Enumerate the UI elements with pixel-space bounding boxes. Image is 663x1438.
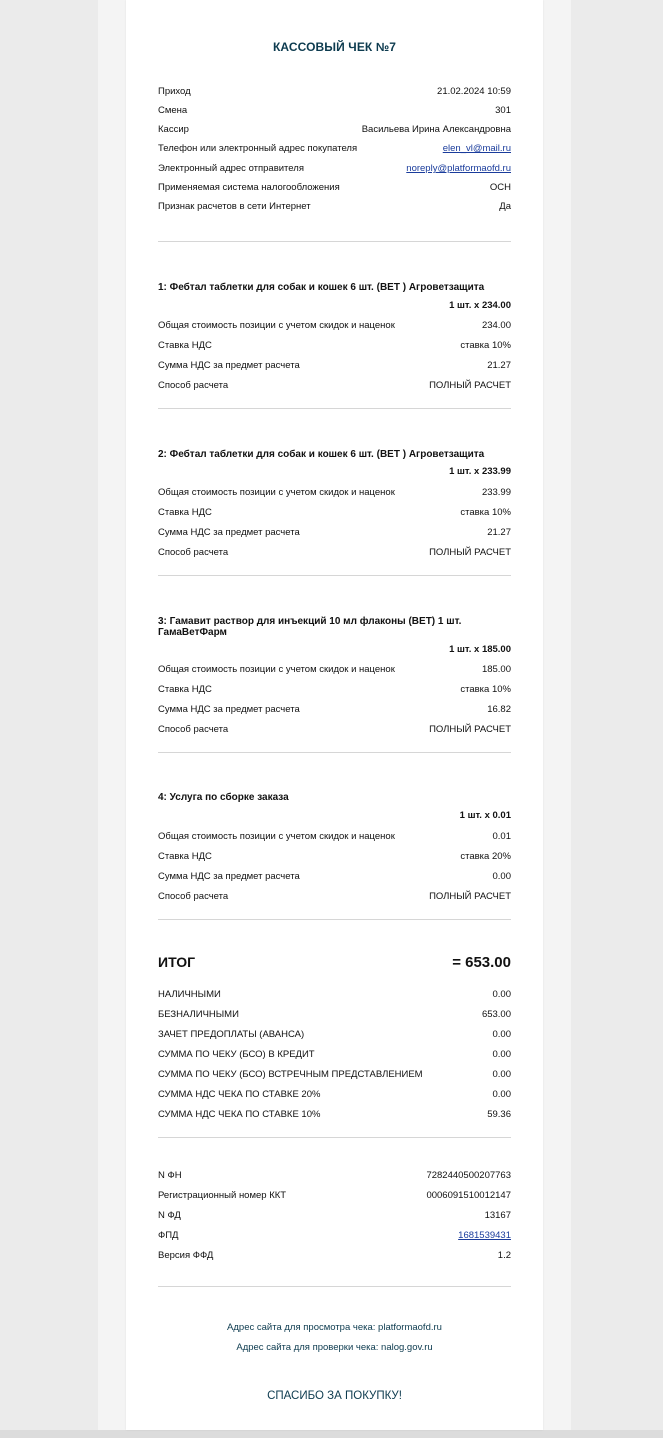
separator [158, 919, 511, 920]
row-label: Общая стоимость позиции с учетом скидок и наценок [158, 831, 395, 842]
separator [158, 408, 511, 409]
item-4-qty: 1 шт. х 0.01 [459, 810, 511, 821]
row-value: ставка 10% [460, 507, 511, 518]
separator [158, 752, 511, 753]
item-3-qty: 1 шт. х 185.00 [449, 644, 511, 655]
row-value: 16.82 [487, 704, 511, 715]
item-1-payment-method [158, 379, 511, 393]
payment-row-cash [158, 988, 511, 1002]
item-3-payment-method [158, 723, 511, 737]
row-value: 0006091510012147 [426, 1190, 511, 1201]
item-1-vat-sum [158, 359, 511, 373]
separator [158, 1286, 511, 1287]
item-1-name: 1: Фебтал таблетки для собак и кошек 6 шт. (ВЕТ ) Агроветзащита [158, 282, 485, 293]
row-value: ставка 10% [460, 340, 511, 351]
row-value: 185.00 [481, 664, 511, 675]
item-4-name: 4: Услуга по сборке заказа [158, 792, 289, 803]
row-label: Общая стоимость позиции с учетом скидок и наценок [158, 487, 395, 498]
row-label: Ставка НДС [158, 340, 212, 351]
bottom-bar [0, 1430, 663, 1438]
row-value: 301 [495, 105, 511, 116]
header-row-buyer-contact [158, 142, 511, 156]
row-value: 0.00 [492, 989, 511, 1000]
item-4-vat-sum [158, 870, 511, 884]
row-value: ОСН [489, 182, 511, 193]
row-value: 13167 [484, 1210, 511, 1221]
row-label: Ставка НДС [158, 507, 212, 518]
row-label: Признак расчетов в сети Интернет [158, 201, 311, 212]
thanks-text: СПАСИБО ЗА ПОКУПКУ! [267, 1390, 402, 1402]
item-2-name: 2: Фебтал таблетки для собак и кошек 6 шт. (ВЕТ ) Агроветзащита [158, 449, 485, 460]
receipt-paper [126, 0, 543, 1430]
row-label: N ФД [158, 1210, 181, 1221]
row-label: Регистрационный номер ККТ [158, 1190, 287, 1201]
separator [158, 241, 511, 242]
row-label: Сумма НДС за предмет расчета [158, 360, 300, 371]
row-value: 59.36 [487, 1109, 511, 1120]
item-2-vat-rate [158, 506, 511, 520]
item-4-total-cost [158, 830, 511, 844]
item-2-payment-method [158, 546, 511, 560]
item-3-vat-rate [158, 683, 511, 697]
row-label: Приход [158, 86, 191, 97]
row-value: ПОЛНЫЙ РАСЧЕТ [429, 724, 511, 735]
row-value: 21.27 [487, 527, 511, 538]
row-label: СУММА НДС ЧЕКА ПО СТАВКЕ 20% [158, 1089, 321, 1100]
fiscal-row-fn [158, 1169, 511, 1183]
sender-email-link[interactable]: noreply@platformaofd.ru [406, 163, 511, 174]
row-label: Способ расчета [158, 891, 229, 902]
fpd-link[interactable]: 1681539431 [458, 1230, 511, 1241]
row-value: 0.00 [492, 871, 511, 882]
payment-row-counter [158, 1068, 511, 1082]
row-label: Применяемая система налогообложения [158, 182, 340, 193]
row-label: НАЛИЧНЫМИ [158, 989, 221, 1000]
item-3-vat-sum [158, 703, 511, 717]
payment-row-prepayment [158, 1028, 511, 1042]
row-value: 0.00 [492, 1049, 511, 1060]
row-value: 0.00 [492, 1089, 511, 1100]
row-label: Сумма НДС за предмет расчета [158, 527, 300, 538]
header-row-cashier [158, 123, 511, 137]
row-value: ставка 20% [460, 851, 511, 862]
item-4-payment-method [158, 890, 511, 904]
check-site-text[interactable]: Адрес сайта для проверки чека: nalog.gov.ru [236, 1342, 433, 1353]
item-3-total-cost [158, 663, 511, 677]
item-3-name: 3: Гамавит раствор для инъекций 10 мл флаконы (ВЕТ) 1 шт. ГамаВетФарм [158, 616, 462, 638]
row-label: Сумма НДС за предмет расчета [158, 871, 300, 882]
view-site-text[interactable]: Адрес сайта для просмотра чека: platformaofd.ru [227, 1322, 442, 1333]
buyer-email-link[interactable]: elen_vl@mail.ru [442, 143, 511, 154]
row-label: Способ расчета [158, 547, 229, 558]
row-value: 233.99 [481, 487, 511, 498]
fiscal-row-fd [158, 1209, 511, 1223]
item-1-qty: 1 шт. х 234.00 [449, 300, 511, 311]
payment-row-cashless [158, 1008, 511, 1022]
row-value: 7282440500207763 [426, 1170, 511, 1181]
row-label: СУММА НДС ЧЕКА ПО СТАВКЕ 10% [158, 1109, 321, 1120]
row-label: СУММА ПО ЧЕКУ (БСО) В КРЕДИТ [158, 1049, 315, 1060]
item-2-total-cost [158, 486, 511, 500]
row-label: Смена [158, 105, 188, 116]
row-value: 653.00 [481, 1009, 511, 1020]
header-row-sender-email [158, 162, 511, 176]
item-1-total-cost [158, 319, 511, 333]
separator [158, 1137, 511, 1138]
payment-row-credit [158, 1048, 511, 1062]
row-label: Ставка НДС [158, 851, 212, 862]
row-value: 0.00 [492, 1069, 511, 1080]
receipt-title: КАССОВЫЙ ЧЕК №7 [272, 40, 397, 54]
row-label: Общая стоимость позиции с учетом скидок и наценок [158, 664, 395, 675]
item-4-vat-rate [158, 850, 511, 864]
row-value: ПОЛНЫЙ РАСЧЕТ [429, 547, 511, 558]
row-label: N ФН [158, 1170, 182, 1181]
row-value: Васильева Ирина Александровна [361, 124, 511, 135]
row-label: Ставка НДС [158, 684, 212, 695]
row-label: БЕЗНАЛИЧНЫМИ [158, 1009, 239, 1020]
header-row-internet-sale [158, 200, 511, 214]
fiscal-row-kkt [158, 1189, 511, 1203]
row-label: ЗАЧЕТ ПРЕДОПЛАТЫ (АВАНСА) [158, 1029, 305, 1040]
row-value: 21.02.2024 10:59 [437, 86, 511, 97]
header-row-shift [158, 104, 511, 118]
row-value: 0.00 [492, 1029, 511, 1040]
row-label: Телефон или электронный адрес покупателя [158, 143, 358, 154]
row-value: 0.01 [492, 831, 511, 842]
separator [158, 575, 511, 576]
total-value: = 653.00 [452, 953, 511, 971]
header-row-tax-system [158, 181, 511, 195]
row-value: Да [499, 201, 511, 212]
total-label: ИТОГ [158, 954, 196, 970]
row-value: 1.2 [497, 1250, 511, 1261]
row-value: ПОЛНЫЙ РАСЧЕТ [429, 380, 511, 391]
row-label: Электронный адрес отправителя [158, 163, 304, 174]
row-label: Способ расчета [158, 724, 229, 735]
item-2-qty: 1 шт. х 233.99 [449, 466, 511, 477]
row-value: 21.27 [487, 360, 511, 371]
row-label: Версия ФФД [158, 1250, 214, 1261]
row-label: Сумма НДС за предмет расчета [158, 704, 300, 715]
fiscal-row-ffd-version [158, 1249, 511, 1263]
fiscal-row-fpd [158, 1229, 511, 1243]
row-label: Кассир [158, 124, 189, 135]
row-value: ПОЛНЫЙ РАСЧЕТ [429, 891, 511, 902]
row-label: Общая стоимость позиции с учетом скидок и наценок [158, 320, 395, 331]
row-value: 234.00 [481, 320, 511, 331]
header-row-income [158, 85, 511, 99]
payment-row-vat20 [158, 1088, 511, 1102]
row-label: Способ расчета [158, 380, 229, 391]
item-1-vat-rate [158, 339, 511, 353]
item-2-vat-sum [158, 526, 511, 540]
total-row [158, 950, 511, 974]
row-label: СУММА ПО ЧЕКУ (БСО) ВСТРЕЧНЫМ ПРЕДСТАВЛЕНИЕМ [158, 1069, 423, 1080]
row-value: ставка 10% [460, 684, 511, 695]
payment-row-vat10 [158, 1108, 511, 1122]
row-label: ФПД [158, 1230, 179, 1241]
